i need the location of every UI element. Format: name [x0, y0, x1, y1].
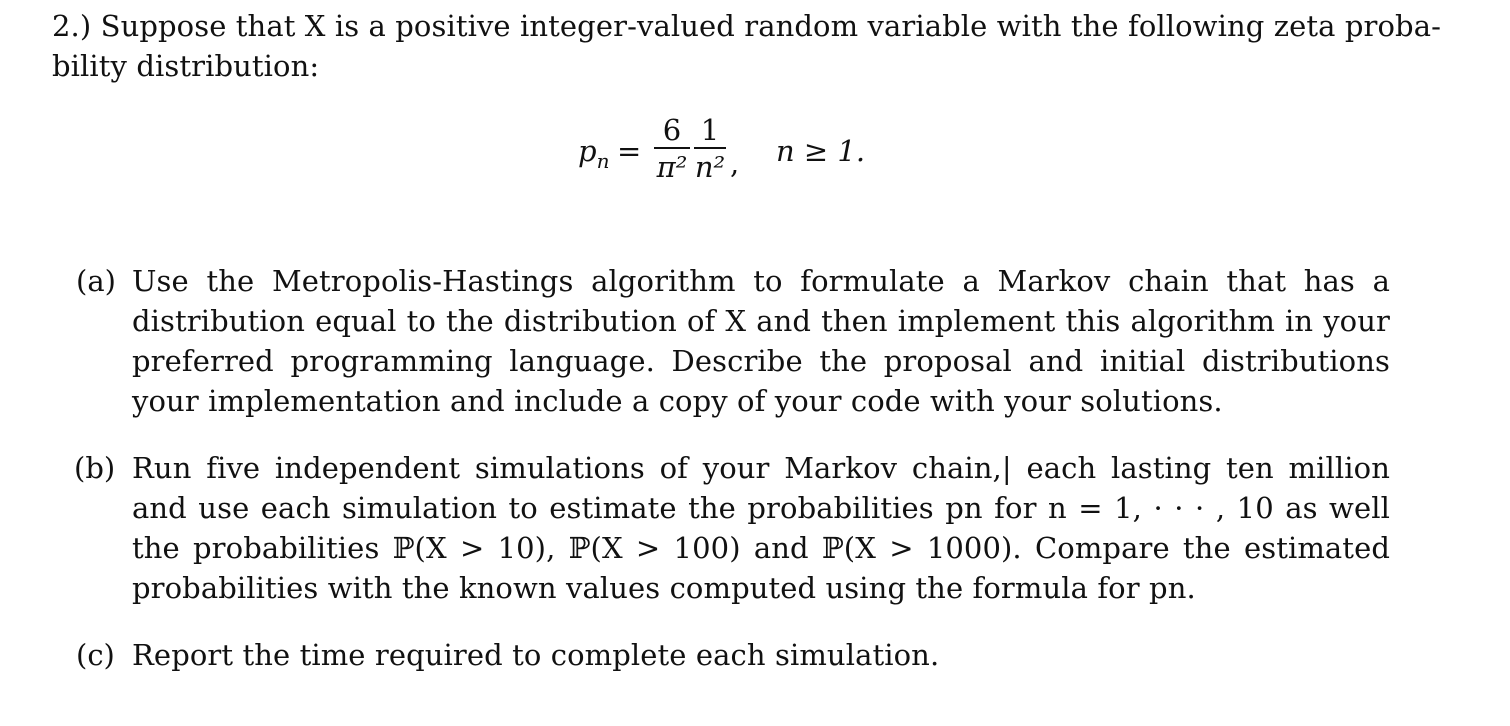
- problem-intro-line-2: bility distribution:: [52, 49, 320, 83]
- equation-equals: =: [617, 134, 642, 168]
- zeta-distribution-equation: [570, 112, 900, 192]
- part-a-line-2: distribution equal to the distribution of X and then implement this algorithm in your: [132, 304, 1390, 338]
- part-c-line-1: Report the time required to complete each simulation.: [132, 638, 940, 672]
- part-a-line-1: Use the Metropolis-Hastings algorithm to formulate a Markov chain that has a: [132, 264, 1390, 298]
- fraction-one-over-n-squared: 1 n²: [694, 113, 726, 184]
- part-a-line-4: your implementation and include a copy of your code with your solutions.: [132, 384, 1223, 418]
- problem-intro-line-1: 2.) Suppose that X is a positive integer-valued random variable with the following zeta proba-: [52, 9, 1441, 43]
- part-b-line-4: probabilities with the known values computed using the formula for pn.: [132, 571, 1196, 605]
- equation-lhs: $p_n$: [578, 134, 610, 173]
- equation-comma: ,: [730, 146, 740, 180]
- part-b-label: (b): [74, 451, 116, 485]
- part-a-label: (a): [76, 264, 116, 298]
- part-b-line-1: Run five independent simulations of your Markov chain,| each lasting ten million: [132, 451, 1390, 485]
- part-a-line-3: preferred programming language. Describe the proposal and initial distributions: [132, 344, 1390, 378]
- part-c-label: (c): [76, 638, 115, 672]
- part-b-line-3: the probabilities ℙ(X > 10), ℙ(X > 100) and ℙ(X > 1000). Compare the estimated: [132, 531, 1390, 565]
- fraction-six-over-pi-squared: 6 π²: [654, 114, 690, 184]
- part-b-line-2: and use each simulation to estimate the probabilities pn for n = 1, · · · , 10 as well: [132, 491, 1390, 525]
- equation-condition: n ≥ 1.: [776, 134, 866, 168]
